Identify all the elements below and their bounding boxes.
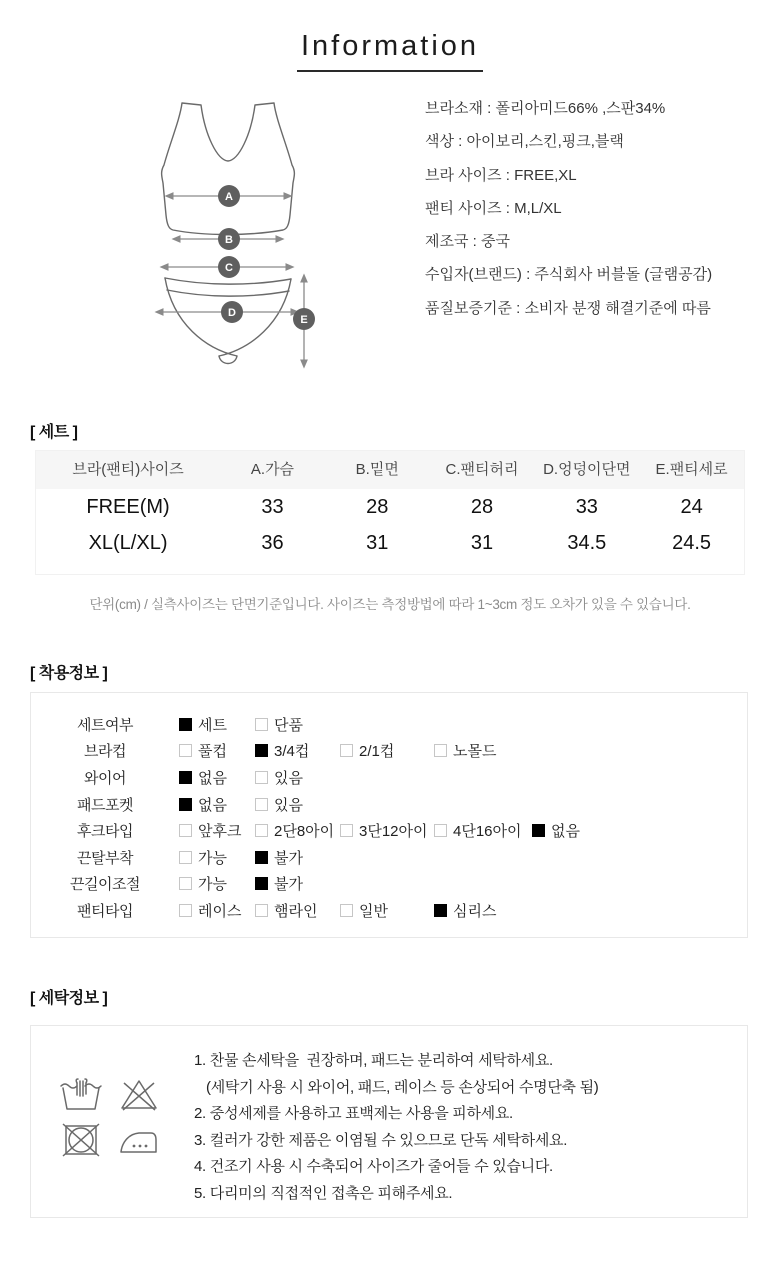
checkbox-unchecked-icon	[255, 771, 268, 784]
product-info-line: 수입자(브랜드) : 주식회사 버블돌 (글램공감)	[425, 266, 713, 284]
wear-info-row	[31, 871, 747, 898]
product-info-line: 브라 사이즈 : FREE,XL	[425, 166, 577, 184]
wear-option	[340, 740, 434, 761]
wear-option	[255, 714, 340, 735]
wear-option-label: 3단12아이	[359, 823, 428, 841]
no-tumble-dry-icon	[58, 1122, 104, 1158]
checkbox-checked-icon	[179, 771, 192, 784]
checkbox-checked-icon	[179, 718, 192, 731]
no-bleach-icon	[116, 1076, 162, 1112]
wear-option	[255, 794, 340, 815]
wear-info-row	[31, 711, 747, 738]
wear-option-label: 없음	[551, 823, 580, 841]
label-b: B	[225, 234, 233, 246]
size-column-header: 브라(팬티)사이즈	[72, 461, 184, 478]
size-row-label: FREE(M)	[86, 496, 170, 518]
size-value-cell: 28	[470, 496, 494, 518]
checkbox-unchecked-icon	[340, 824, 353, 837]
wear-option-label: 노몰드	[453, 743, 497, 761]
size-value-cell: 24	[680, 496, 703, 518]
wear-option	[255, 847, 340, 868]
care-symbols	[58, 1076, 162, 1158]
wear-option	[255, 820, 340, 841]
wear-info-panel	[30, 692, 748, 938]
wear-option	[255, 900, 340, 921]
wear-info-row	[31, 844, 747, 871]
size-table-body	[36, 489, 744, 561]
size-value-cell: 34.5	[567, 532, 607, 554]
wear-option	[179, 767, 255, 788]
measure-labels	[218, 185, 315, 330]
care-instruction-line: 1. 찬물 손세탁을 권장하며, 패드는 분리하여 세탁하세요.	[194, 1052, 553, 1069]
checkbox-checked-icon	[255, 744, 268, 757]
checkbox-unchecked-icon	[179, 824, 192, 837]
wear-option-label: 가능	[198, 849, 227, 867]
wear-option	[179, 873, 255, 894]
size-column-header: A.가슴	[250, 461, 295, 478]
wear-option-label: 풀컵	[198, 743, 227, 761]
checkbox-unchecked-icon	[179, 851, 192, 864]
wear-option-label: 없음	[198, 769, 227, 787]
wear-option	[179, 714, 255, 735]
wear-option	[532, 820, 622, 841]
checkbox-checked-icon	[255, 877, 268, 890]
label-a: A	[225, 191, 233, 203]
wash-section-heading: [ 세탁정보 ]	[30, 990, 108, 1007]
bra-sketch	[162, 103, 295, 235]
wear-info-row	[31, 897, 747, 924]
product-info-line: 팬티 사이즈 : M,L/XL	[425, 199, 562, 217]
size-value-cell: 24.5	[672, 532, 712, 554]
wear-option-label: 불가	[274, 876, 303, 894]
wear-option-label: 심리스	[453, 902, 497, 920]
size-value-cell: 31	[470, 532, 494, 554]
wear-option-label: 앞후크	[198, 823, 242, 841]
checkbox-checked-icon	[434, 904, 447, 917]
care-instruction-line: 2. 중성세제를 사용하고 표백제는 사용을 피하세요.	[194, 1105, 513, 1122]
wear-option-label: 햄라인	[274, 902, 318, 920]
wear-option	[434, 820, 532, 841]
wear-attribute-label: 끈길이조절	[70, 876, 140, 894]
wear-attribute-label: 끈탈부착	[77, 849, 133, 867]
wear-option	[179, 740, 255, 761]
wear-option-label: 단품	[274, 716, 303, 734]
wear-option-label: 2/1컵	[359, 743, 395, 761]
care-instruction-line: 4. 건조기 사용 시 수축되어 사이즈가 줄어들 수 있습니다.	[194, 1158, 553, 1175]
wear-info-row	[31, 764, 747, 791]
wear-option-label: 2단8아이	[274, 823, 335, 841]
wash-info-panel	[30, 1025, 748, 1218]
checkbox-unchecked-icon	[255, 798, 268, 811]
wear-option-label: 세트	[198, 716, 227, 734]
wear-option	[340, 900, 434, 921]
wear-option	[179, 847, 255, 868]
product-info-line: 브라소재 : 폴리아미드66% ,스판34%	[425, 100, 666, 117]
wear-option-label: 불가	[274, 849, 303, 867]
wear-attribute-label: 팬티타입	[77, 902, 133, 920]
wear-attribute-label: 후크타입	[77, 823, 133, 841]
size-table-row	[36, 525, 744, 561]
checkbox-unchecked-icon	[340, 744, 353, 757]
wear-attribute-label: 브라컵	[84, 743, 126, 761]
size-value-cell: 36	[261, 532, 284, 554]
wear-option-label: 일반	[359, 902, 388, 920]
label-d: D	[228, 307, 236, 319]
product-info-line: 제조국 : 중국	[425, 233, 510, 251]
size-table-row	[36, 489, 744, 525]
wear-option	[179, 900, 255, 921]
wear-attribute-label: 와이어	[84, 769, 126, 787]
checkbox-unchecked-icon	[179, 877, 192, 890]
wear-attribute-label: 패드포켓	[77, 796, 133, 814]
checkbox-unchecked-icon	[434, 824, 447, 837]
size-column-header: C.팬티허리	[445, 461, 519, 478]
size-value-cell: 28	[366, 496, 389, 518]
size-value-cell: 33	[261, 496, 284, 518]
checkbox-unchecked-icon	[340, 904, 353, 917]
checkbox-checked-icon	[255, 851, 268, 864]
title-wrap	[0, 30, 780, 72]
wear-info-row	[31, 817, 747, 844]
wear-option	[255, 873, 340, 894]
care-instruction-line: (세탁기 사용 시 와이어, 패드, 레이스 등 손상되어 수명단축 됨)	[206, 1078, 599, 1096]
wear-option	[255, 740, 340, 761]
wear-option-label: 4단16아이	[453, 823, 522, 841]
checkbox-checked-icon	[532, 824, 545, 837]
size-table-header	[36, 451, 744, 489]
wear-option-label: 3/4컵	[274, 743, 310, 761]
care-instruction-line: 5. 다리미의 직접적인 접촉은 피해주세요.	[194, 1184, 453, 1202]
checkbox-unchecked-icon	[179, 744, 192, 757]
wear-section-heading: [ 착용정보 ]	[30, 665, 108, 682]
wear-option	[179, 820, 255, 841]
wear-option	[340, 820, 434, 841]
product-info-line: 색상 : 아이보리,스킨,핑크,블랙	[425, 133, 624, 151]
wear-attribute-label: 세트여부	[77, 716, 133, 734]
size-column-header: B.밑면	[355, 461, 399, 478]
checkbox-unchecked-icon	[255, 904, 268, 917]
label-e: E	[300, 314, 308, 326]
checkbox-unchecked-icon	[255, 824, 268, 837]
product-info-list	[425, 92, 712, 325]
size-row-label: XL(L/XL)	[88, 532, 168, 554]
size-column-header: D.엉덩이단면	[543, 461, 631, 478]
size-value-cell: 31	[366, 532, 389, 554]
hand-wash-icon	[58, 1076, 104, 1112]
checkbox-checked-icon	[179, 798, 192, 811]
wear-option	[434, 740, 532, 761]
checkbox-unchecked-icon	[179, 904, 192, 917]
size-column-header: E.팬티세로	[655, 461, 728, 478]
checkbox-unchecked-icon	[255, 718, 268, 731]
care-instructions	[194, 1048, 599, 1207]
size-section-heading: [ 세트 ]	[30, 424, 78, 441]
wear-option-label: 가능	[198, 876, 227, 894]
wear-option	[255, 767, 340, 788]
wear-option-label: 없음	[198, 796, 227, 814]
wear-option-label: 있음	[274, 769, 303, 787]
page-title: Information	[297, 30, 483, 72]
wear-option	[434, 900, 532, 921]
product-info-line: 품질보증기준 : 소비자 분쟁 해결기준에 따름	[425, 299, 711, 317]
wear-option	[179, 794, 255, 815]
wear-option-label: 있음	[274, 796, 303, 814]
wear-info-row	[31, 791, 747, 818]
size-table	[35, 450, 745, 575]
care-instruction-line: 3. 컬러가 강한 제품은 이염될 수 있으므로 단독 세탁하세요.	[194, 1131, 568, 1149]
measurement-diagram	[140, 86, 400, 382]
iron-icon	[116, 1122, 162, 1158]
wear-option-label: 레이스	[198, 902, 242, 920]
checkbox-unchecked-icon	[434, 744, 447, 757]
label-c: C	[225, 262, 233, 274]
size-value-cell: 33	[575, 496, 598, 518]
wear-info-row	[31, 738, 747, 765]
size-note: 단위(cm) / 실측사이즈는 단면기준입니다. 사이즈는 측정방법에 따라 1~3cm 정도 오차가 있을 수 있습니다.	[89, 597, 691, 612]
